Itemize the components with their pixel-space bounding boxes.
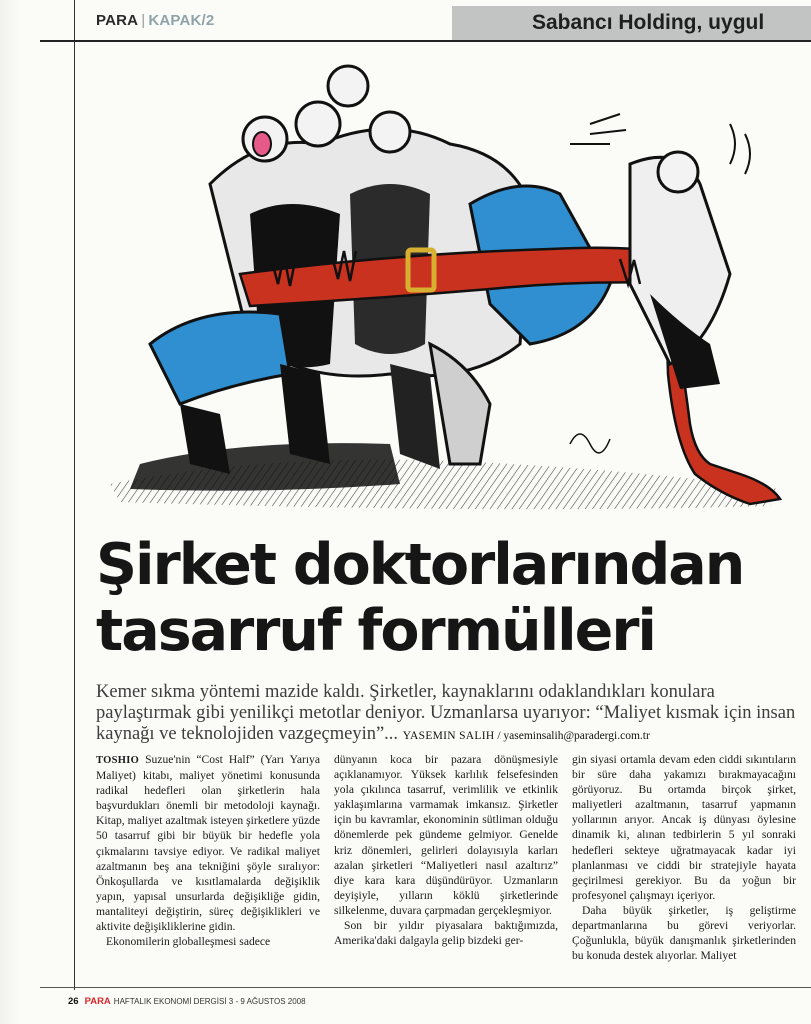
section-label: KAPAK/2 [148, 12, 215, 29]
column-1 [96, 752, 320, 977]
page-number: 26 [68, 996, 79, 1007]
column-3 [572, 752, 796, 977]
lead-word: TOSHIO [96, 755, 140, 766]
headline-line-1: Şirket doktorlarından [96, 532, 744, 598]
paragraph: Son bir yıldır piyasalara baktığımızda, Amerika'daki dalgayla gelip bizdeki ger- [334, 919, 558, 948]
headline-line-2: tasarruf formülleri [96, 598, 655, 664]
footer-text: HAFTALIK EKONOMİ DERGİSİ 3 - 9 AĞUSTOS 2008 [113, 997, 306, 1006]
section-header [96, 12, 214, 29]
byline [403, 730, 650, 742]
scan-edge [0, 0, 20, 1024]
paragraph [96, 752, 320, 934]
footer-logo: PARA [84, 996, 111, 1007]
page-footer [68, 996, 306, 1007]
footer-rule [40, 987, 811, 988]
column-2 [334, 752, 558, 977]
byline-author: YASEMIN SALIH [402, 730, 495, 742]
margin-rule [74, 0, 75, 990]
tug-of-war-belt-illustration-icon [90, 44, 790, 514]
story-banner: Sabancı Holding, uygul [452, 6, 811, 40]
article-body [96, 752, 796, 977]
deck [96, 682, 796, 747]
paragraph: dünyanın koca bir pazara dönüşmesiyle açıklanamıyor. Yüksek karlılık felsefesinden yola çıkılınca tasarruf, verimlilik ve etkinlik yaklaşımlarına varmamak imkansız. Şirketler için bu kavramlar, ekonominin sütliman olduğu dönemlerde pek gündeme gelmiyor. Genelde kriz dönemleri, gelirleri dolayısıyla karları azalan şirketleri “Maliyetleri nasıl azaltırız” diye kara kara düşündürüyor. Uzmanların deyişiyle, yılların köklü şirketlerinde silkelenme, duvara çarpmadan gerçekleşmiyor. [334, 753, 558, 917]
headline [96, 532, 796, 664]
deck-text: Kemer sıkma yöntemi mazide kaldı. Şirketler, kaynaklarını odaklandıkları konulara paylaştırmak gibi yenilikçi metotlar deniyor. Uzmanlarsa uyarıyor: “Maliyet kısmak için insan kaynağı ve teknolojiden vazgeçmeyin”... [96, 682, 796, 744]
paragraph: gin siyasi ortamla devam eden ciddi sıkıntıların bir süre daha yakamızı bırakmayacağını görüyoruz. Bu ortamda birçok şirket, maliyetleri azaltmanın, tasarruf yapmanın yollarının arıyor. Ancak iş dünyası öylesine dinamik ki, alınan tedbirlerin 5 yıl sonraki hedefleri sekteye uğratmayacak kadar iyi planlanması ve ciddi bir stratejiyle hayata geçirilmesi gerekiyor. Bu da yoğun bir profesyonel çalışmayı içeriyor. [572, 753, 796, 902]
brand-name: PARA [96, 12, 139, 29]
header-separator: | [141, 12, 146, 29]
paragraph: Daha büyük şirketler, iş geliştirme departmanlarına bu görevi veriyorlar. Çoğunlukla, büyük danışmanlık şirketlerinden bu konuda destek alıyorlar. Maliyet [572, 903, 796, 963]
byline-email: / yaseminsalih@paradergi.com.tr [494, 730, 650, 742]
paragraph: Ekonomilerin globalleşmesi sadece [106, 935, 271, 949]
paragraph-text: Suzue'nin “Cost Half” (Yarı Yarıya Maliyet) kitabı, maliyet yönetimi konusunda radikal hedefleri olan şirketlerin hala başvurdukları önemli bir metodoloji kaynağı. Kitap, maliyet azaltmak isteyen şirketlere yüzde 50 tasarruf gibi bir büyük bir hedefle yola çıkmalarını tavsiye ediyor. Ve radikal maliyet azaltmanın beş ana tekniğini şöyle sıralıyor: Önkoşullarda ve kısıtlamalarda değişiklik yapın, yapısal unsurlarda değişikliğe gidin, mantaliteyi değiştirin, süreç değişiklikleri ve aktivite değişikliklerine gidin. [96, 753, 320, 934]
header-rule [40, 40, 811, 42]
